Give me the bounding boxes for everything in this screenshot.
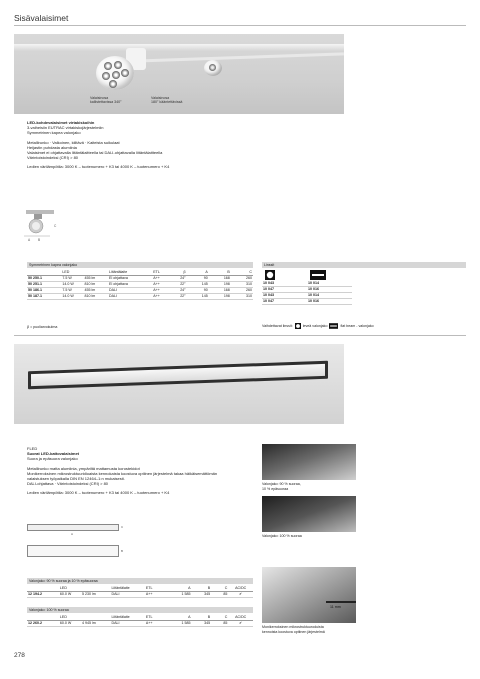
lenses-codes-table (262, 281, 352, 305)
photo-caption-1: Valaisinosa kallistettavissa 340° (90, 96, 122, 105)
product-kicker: FLED (27, 446, 38, 451)
side-caption-1: Valonjako: 90 % suoraa, 10 % epäsuoraa (262, 482, 301, 491)
dim-label-c: C (54, 224, 57, 228)
flat-beam-lens-icon (310, 270, 326, 280)
table-row: 50 187.1 14.0 W 810 lm DALI A++ 22° 145 198 310 (28, 294, 252, 298)
panel-side-drawing (27, 541, 127, 565)
distribution-photo-90-10 (262, 444, 356, 480)
product-title: LED-kohdevalaisimet virtakiskoihin (27, 120, 95, 125)
wide-lens-icon (265, 270, 275, 280)
table-row: 10 043 10 014 (262, 293, 352, 299)
track-rail-back (134, 52, 344, 62)
ceiling-panel-photo (14, 344, 344, 424)
panel-top-drawing (27, 522, 127, 536)
track-rail (14, 44, 344, 51)
thickness-marker (326, 601, 356, 603)
table-title: Symmetrinen kapea valonjako (27, 262, 253, 268)
dimension-drawing-1 (20, 208, 60, 244)
lens-legend: Vaihdettavat linssit: leveä valonjako flat beam - valonjako (262, 324, 374, 328)
flat-lens-legend-icon (329, 323, 338, 329)
product-title-2: Suorat LED-kattovalaisimet (27, 451, 80, 457)
spec-table (27, 270, 253, 300)
table-row: 10 043 10 014 (262, 281, 352, 287)
section-divider (14, 335, 466, 336)
dim-label-a: A (28, 238, 31, 242)
table-header-row: LED Liitäntälaite ETL A B C AC/DC (27, 586, 253, 592)
color-temperature-note: Ledien värilämpötila: 3000 K – tuotenumero + K3 tai 4000 K – tuotenumero + K4 (27, 164, 170, 170)
optics-closeup-photo (262, 567, 356, 623)
lenses-table (262, 262, 466, 305)
table-row: 12 194.2 60.0 W 5 230 lm DALI A++ 1 585 345 85 ✔ (27, 592, 253, 598)
photo-caption-2: Valaisinosa 180° kääntettävissä (151, 96, 183, 105)
spec-table-section1 (27, 262, 253, 300)
spec-table-section2-a (27, 578, 253, 598)
spotlight-large (96, 56, 134, 90)
header-divider (14, 25, 466, 26)
acdc-check-icon: ✔ (228, 621, 253, 627)
color-temperature-note-2: Ledien värilämpötila: 3000 K – tuotenumero + K3 tai 4000 K – tuotenumero + K4 (27, 490, 170, 496)
thickness-label: 11 mm (330, 605, 341, 609)
table-header-row: LED Liitäntälaite ETL β A B C (27, 270, 253, 276)
table-title-100: Valonjako: 100 % suoraa (27, 607, 253, 613)
product-description-2: FLED Suorat LED-kattovalaisimet Suora ja epäsuora valonjako Metallirunko matta alumiinia, ympäriltä mattamusta korostekidot Monikerroksinen mikrostruktuuridioaista kennokaista koostuva optiinen järjestelmä takaa häikäisemättömän valaistuksen työpaikalla DIN EN 12464–1:n mukaisesti. DALI-ohjattava · Värintoistoindeksi (CRI) > 80 Ledien värilämpötila: 3000 K – tuotenumero + K3 tai 4000 K – tuotenumero + K4 (27, 446, 267, 496)
lens-icons-row (262, 268, 466, 281)
dim-label-b: B (38, 238, 41, 242)
table-footnote: β = puoliarvokulma (27, 325, 58, 329)
table-row: 12 260.2 60.0 W 4 945 lm DALI A++ 1 585 345 85 ✔ (27, 621, 253, 627)
lenses-title: Linssit (262, 262, 466, 268)
table-row: 50 251.1 14.0 W 810 lm El ohjattava A++ 22° 145 198 310 (28, 282, 252, 286)
spotlight-small (204, 60, 222, 76)
dim-label-b2: B (121, 549, 124, 553)
dim-label-a2: A (71, 532, 74, 536)
wide-lens-legend-icon (295, 323, 301, 329)
spec-table (27, 586, 253, 598)
table-row: 50 186.1 7.5 W 455 lm DALI A++ 24° 90 168 260 (28, 288, 252, 292)
product-description-1: LED-kohdevalaisimet virtakiskoihin 3-vaiheisiin EUTRAC virtakiskojärjestelmiin Symmetrinen kapea valonjako Metallirunko · Valkoinen, kiiltävä · Kaiteista suikulaat Heijastin puhdasta alumiinia Valaisimet ei ohjattavalla liitäntälaitteella tai DALI-ohjattavalla liitäntälaitteella Värintoistoindeksi (CRI) > 80 Ledien värilämpötila: 3000 K – tuotenumero + K3 tai 4000 K – tuotenumero + K4 (27, 120, 347, 170)
table-header-row: LED Liitäntälaite ETL A B C AC/DC (27, 615, 253, 621)
page-number: 278 (14, 652, 25, 659)
spec-table (27, 615, 253, 627)
side-caption-3: Monikerroksinen mikrostruktuuroduista kennoista koostuva optiinen järjestelmä (262, 625, 325, 634)
dim-label-c2: C (121, 525, 124, 529)
distribution-photo-100 (262, 496, 356, 532)
track-spotlight-photo (14, 34, 344, 114)
table-row: 10 047 10 016 (262, 299, 352, 305)
page-header-title: Sisävalaisimet (14, 13, 69, 23)
side-caption-2: Valonjako: 100 % suoraa (262, 534, 302, 538)
table-row: 50 250.1 7.5 W 455 lm El ohjattava A++ 24° 90 168 260 (28, 276, 252, 280)
led-panel (28, 361, 328, 389)
table-title-90-10: Valonjako: 90 % suoraa ja 10 % epäsuoraa (27, 578, 253, 584)
acdc-check-icon: ✔ (228, 592, 253, 598)
table-row: 10 047 10 016 (262, 287, 352, 293)
spec-table-section2-b (27, 607, 253, 627)
